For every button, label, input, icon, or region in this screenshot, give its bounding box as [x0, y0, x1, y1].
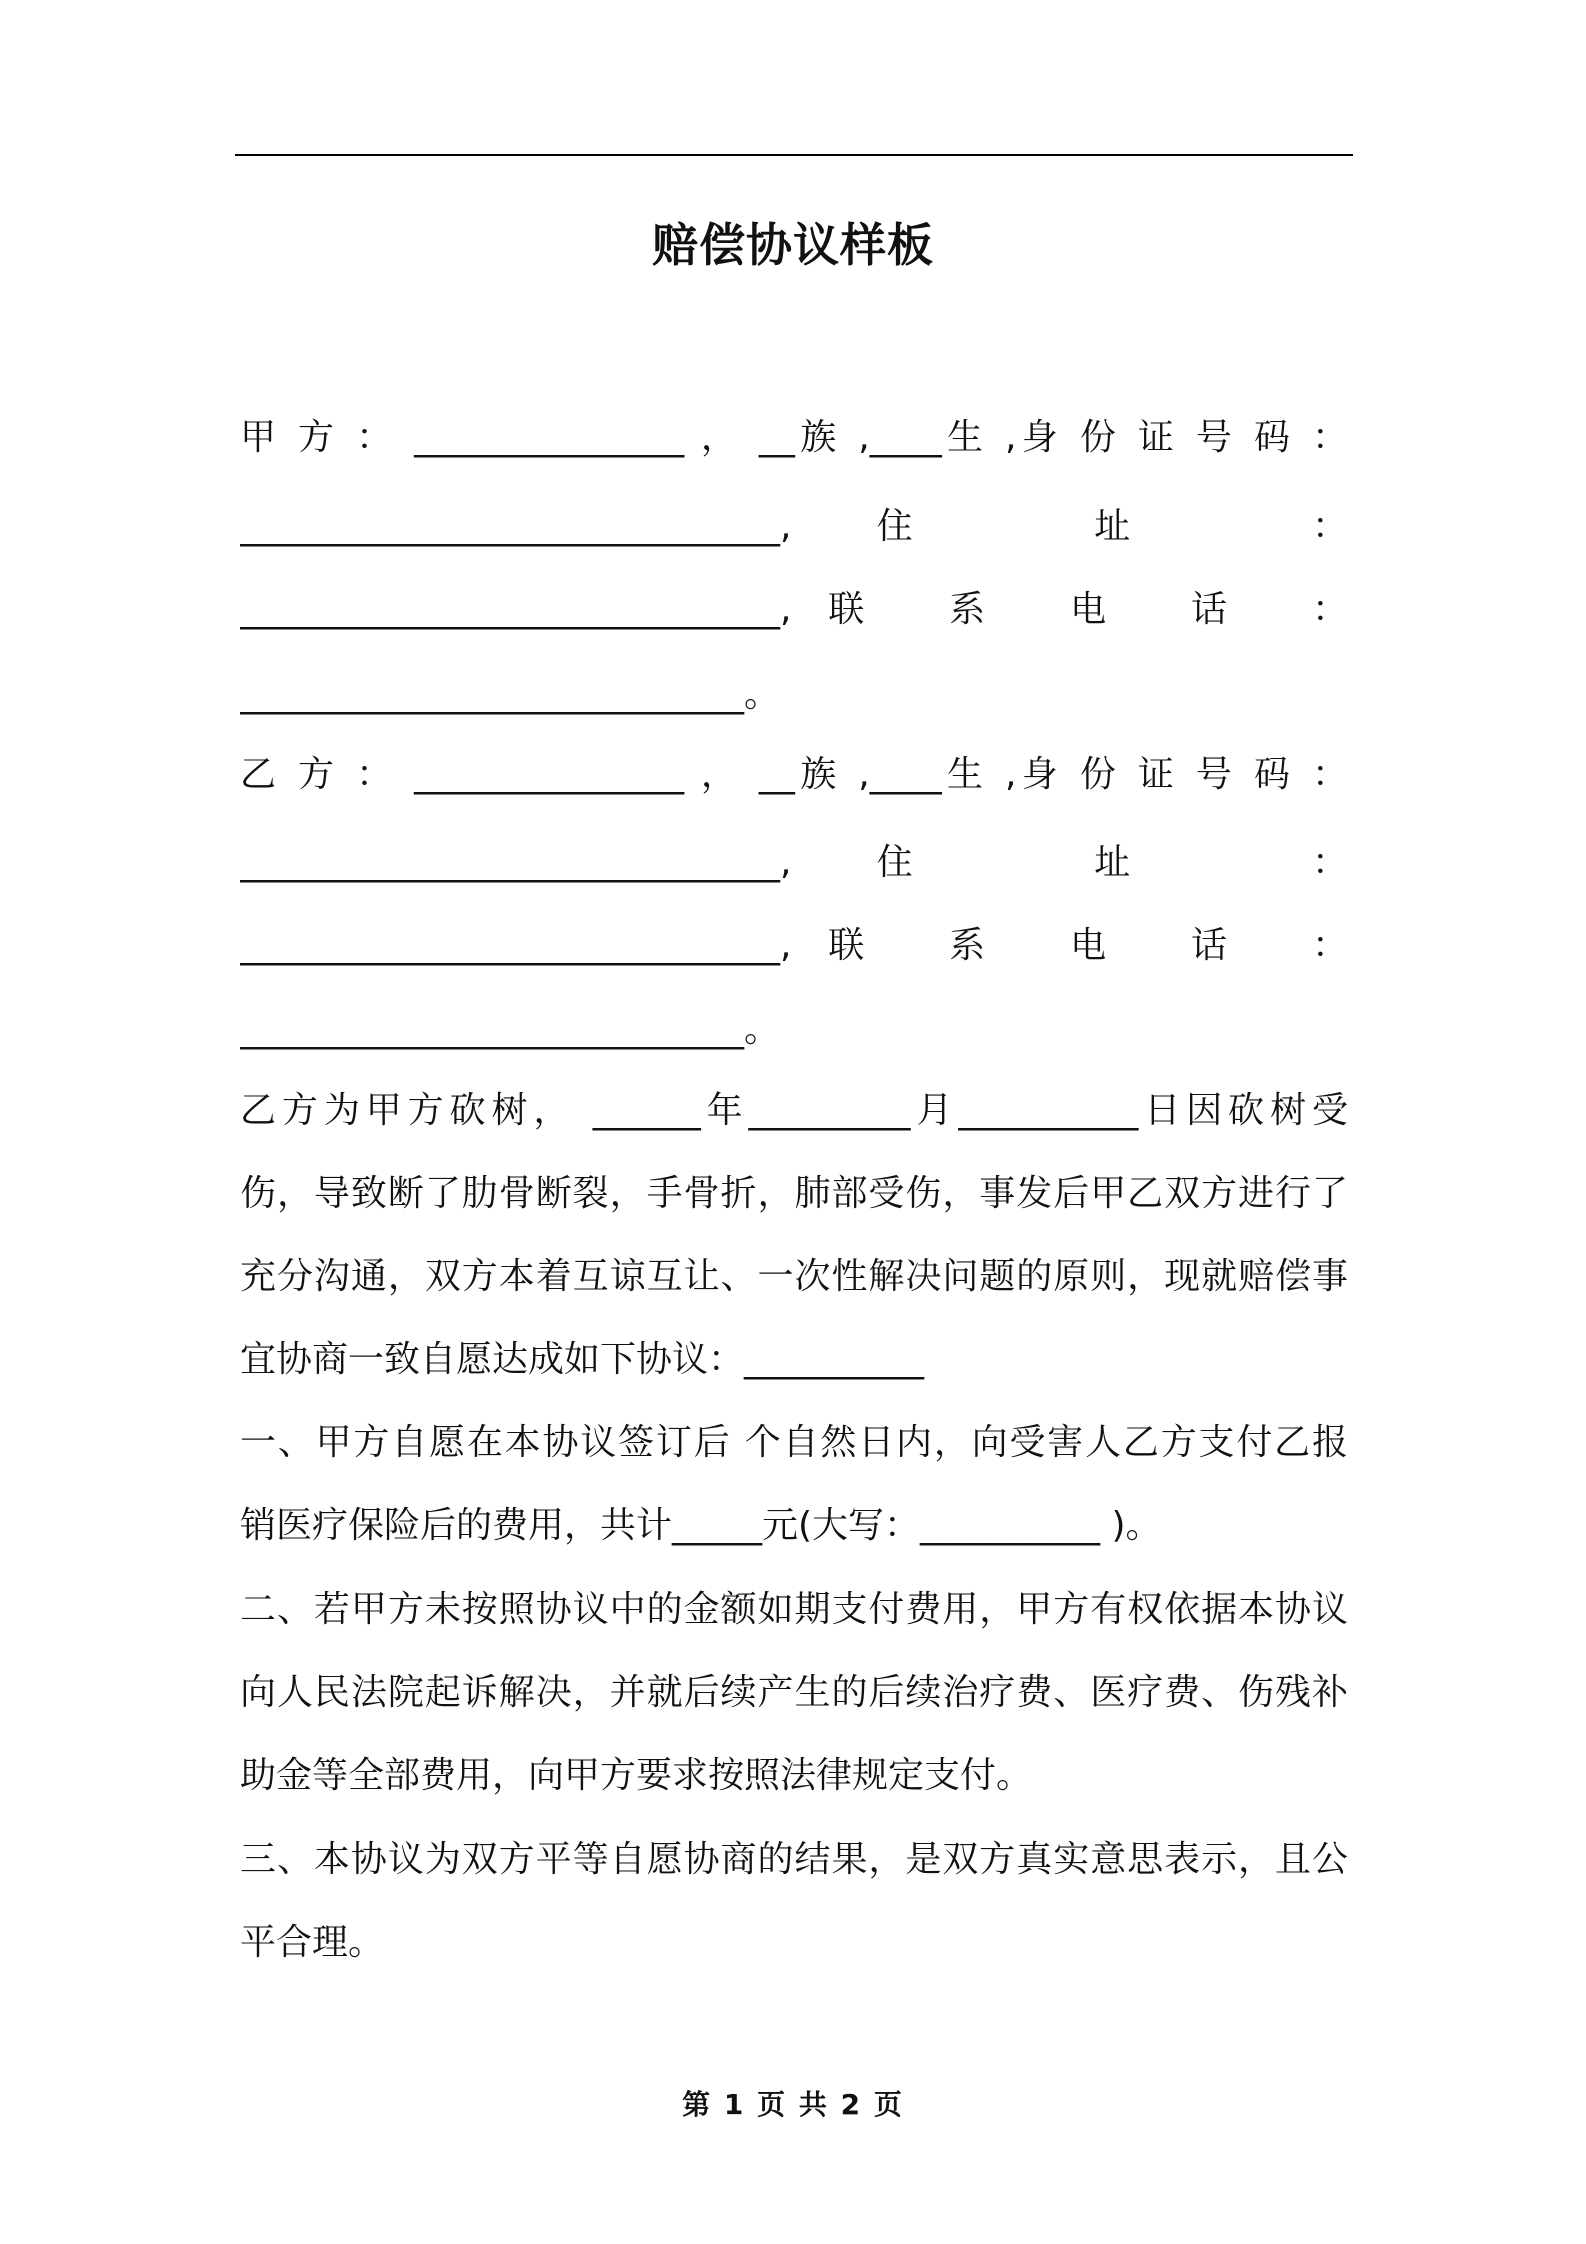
body-line: 销医疗保险后的费用，共计_____元(大写：__________ )。	[240, 1505, 1162, 1546]
body-line: 乙方为甲方砍树， ______年_________月__________日因砍树受	[240, 1090, 1348, 1131]
party-a-line-2: ______________________________,住 址 ：	[240, 506, 1348, 547]
page-title: 赔偿协议样板	[652, 218, 934, 272]
body-line: 三、本协议为双方平等自愿协商的结果，是双方真实意思表示，且公	[240, 1839, 1348, 1880]
party-a-line-3: ______________________________,联 系 电 话 ：	[240, 589, 1348, 630]
body-line: 平合理。	[240, 1922, 385, 1963]
party-b-line-4: ____________________________。	[240, 1009, 780, 1050]
header-rule	[235, 154, 1353, 156]
body-line: 充分沟通，双方本着互谅互让、一次性解决问题的原则，现就赔偿事	[240, 1256, 1348, 1297]
party-a-line-4: ____________________________。	[240, 674, 780, 715]
body-line: 助金等全部费用，向甲方要求按照法律规定支付。	[240, 1755, 1033, 1796]
party-b-line-3: ______________________________,联 系 电 话 ：	[240, 925, 1348, 966]
party-b-line-2: ______________________________,住 址 ：	[240, 842, 1348, 883]
page-footer: 第 1 页 共 2 页	[682, 2088, 904, 2121]
body-line: 宜协商一致自愿达成如下协议：__________	[240, 1339, 925, 1380]
body-line: 伤，导致断了肋骨断裂，手骨折，肺部受伤，事发后甲乙双方进行了	[240, 1173, 1348, 1214]
party-b-line-1: 乙 方 ： _______________ ， __族 ,____生 ,身 份 证 号 码 ：	[240, 754, 1348, 795]
body-line: 向人民法院起诉解决，并就后续产生的后续治疗费、医疗费、伤残补	[240, 1672, 1348, 1713]
party-a-line-1: 甲 方 ： _______________ ， __族 ,____生 ,身 份 证 号 码 ：	[240, 417, 1348, 458]
body-line: 二、若甲方未按照协议中的金额如期支付费用，甲方有权依据本协议	[240, 1589, 1348, 1630]
body-line: 一、甲方自愿在本协议签订后 个自然日内，向受害人乙方支付乙报	[240, 1422, 1348, 1463]
